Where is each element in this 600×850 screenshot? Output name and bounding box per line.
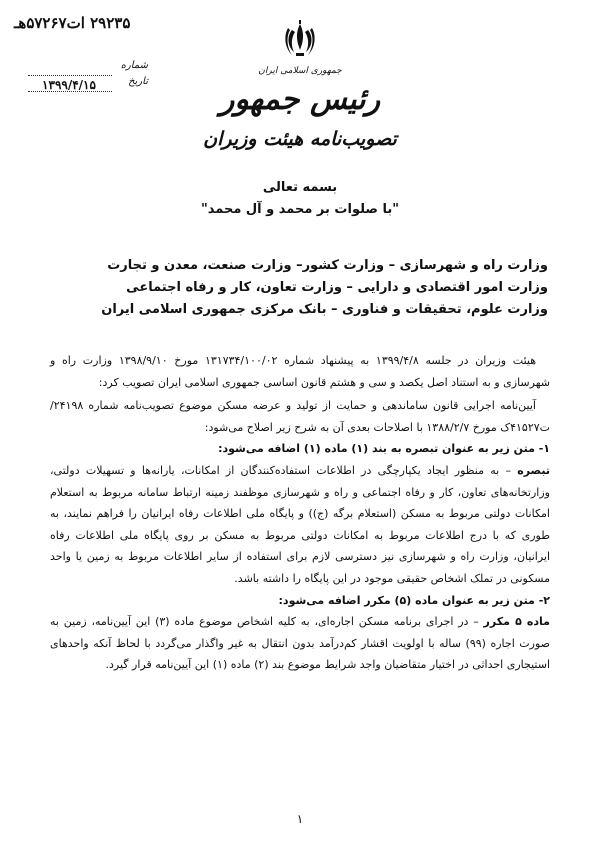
item-2: ۲- متن زیر به عنوان ماده (۵) مکرر اضافه می‌شود: [278, 593, 550, 607]
date-dotted-line [28, 91, 112, 92]
recipient-line: وزارت علوم، تحقیقات و فناوری – بانک مرکزی جمهوری اسلامی ایران [101, 302, 548, 317]
number-dotted-line [28, 75, 112, 76]
article-text: – در اجرای برنامه مسکن اجاره‌ای، به کلیه اشخاص موضوع ماده (۳) این آیین‌نامه، زمین به صورت اجاره (۹۹) ساله با اولویت اقشار کم‌درآمد بدون انتقال به غیر واگذار می‌گردد با لحاظ آنکه واحدهای استیجاری احداثی در اختیار متقاضیان واجد شرایط موضوع بند (۲) ماده (۱) این آیین‌نامه قرار گیرد. [50, 615, 550, 672]
note-text: – به منظور ایجاد یکپارچگی در اطلاعات استفاده‌کنندگان از امکانات، یارانه‌ها و تسهیلات دولتی، وزارتخانه‌های تعاون، کار و رفاه اجتماعی و راه و شهرسازی موظفند زمینه ارتباط سامانه مربوط به استعلام امکانات دولتی مربوط به مسکن (استعلام برگه (ج)) و پایگاه ملی اطلاعات رفاه ایرانیان را فراهم نمایند، به طوری که با درج اطلاعات مربوط به امکانات دولتی مربوط به مسکن بر روی پایگاه ملی اطلاعات رفاه ایرانیان، وزارت راه و شهرسازی نیز دسترسی لازم برای استفاده از سایر اطلاعات مربوط به زمین یا واحد مسکونی در تملک اشخاص حقیقی موجود در این پایگاه را داشته باشد. [50, 463, 550, 585]
decree-body [50, 350, 550, 676]
note-label: تبصره [517, 463, 550, 477]
recipients-list [48, 255, 548, 321]
president-title: رئیس جمهور [219, 82, 381, 117]
recipient-line: وزارت امور اقتصادی و دارایی – وزارت تعاون، کار و رفاه اجتماعی [126, 280, 548, 295]
note-paragraph [50, 460, 550, 590]
date-field [28, 78, 148, 92]
bismillah: بسمه تعالی [262, 180, 338, 195]
article-label: ماده ۵ مکرر [483, 615, 550, 629]
emblem-icon [283, 20, 317, 60]
date-label: تاریخ [128, 76, 148, 87]
amendment-paragraph: آیین‌نامه اجرایی قانون ساماندهی و حمایت از تولید و عرضه مسکن موضوع تصویب‌نامه شماره ۲۴۱۹۸/ت۴۱۵۲۷ک مورخ ۱۳۸۸/۲/۷ با اصلاحات بعدی آن به شرح زیر اصلاح می‌شود: [50, 399, 550, 434]
cabinet-decree-title: تصویب‌نامه هیئت وزیران [203, 128, 397, 150]
republic-title: جمهوری اسلامی ایران [258, 66, 342, 76]
date-value: ۱۳۹۹/۴/۱۵ [42, 78, 96, 92]
page-number: ۱ [296, 812, 304, 826]
recipient-line: وزارت راه و شهرسازی – وزارت کشور– وزارت صنعت، معدن و تجارت [107, 258, 548, 273]
intro-paragraph: هیئت وزیران در جلسه ۱۳۹۹/۴/۸ به پیشنهاد شماره ۱۳۱۷۳۴/۱۰۰/۰۲ مورخ ۱۳۹۸/۹/۱۰ وزارت راه و شهرسازی و به استناد اصل یکصد و سی و هشتم قانون اساسی جمهوری اسلامی ایران تصویب کرد: [50, 354, 550, 389]
number-field [28, 62, 148, 76]
item-1: ۱- متن زیر به عنوان تبصره به بند (۱) ماده (۱) اضافه می‌شود: [218, 442, 550, 456]
salawat: "با صلوات بر محمد و آل محمد" [200, 202, 400, 217]
article-paragraph [50, 611, 550, 676]
reference-number: ۲۹۲۳۵ ات۵۷۲۶۷هـ [14, 14, 131, 32]
number-label: شماره [120, 60, 148, 71]
